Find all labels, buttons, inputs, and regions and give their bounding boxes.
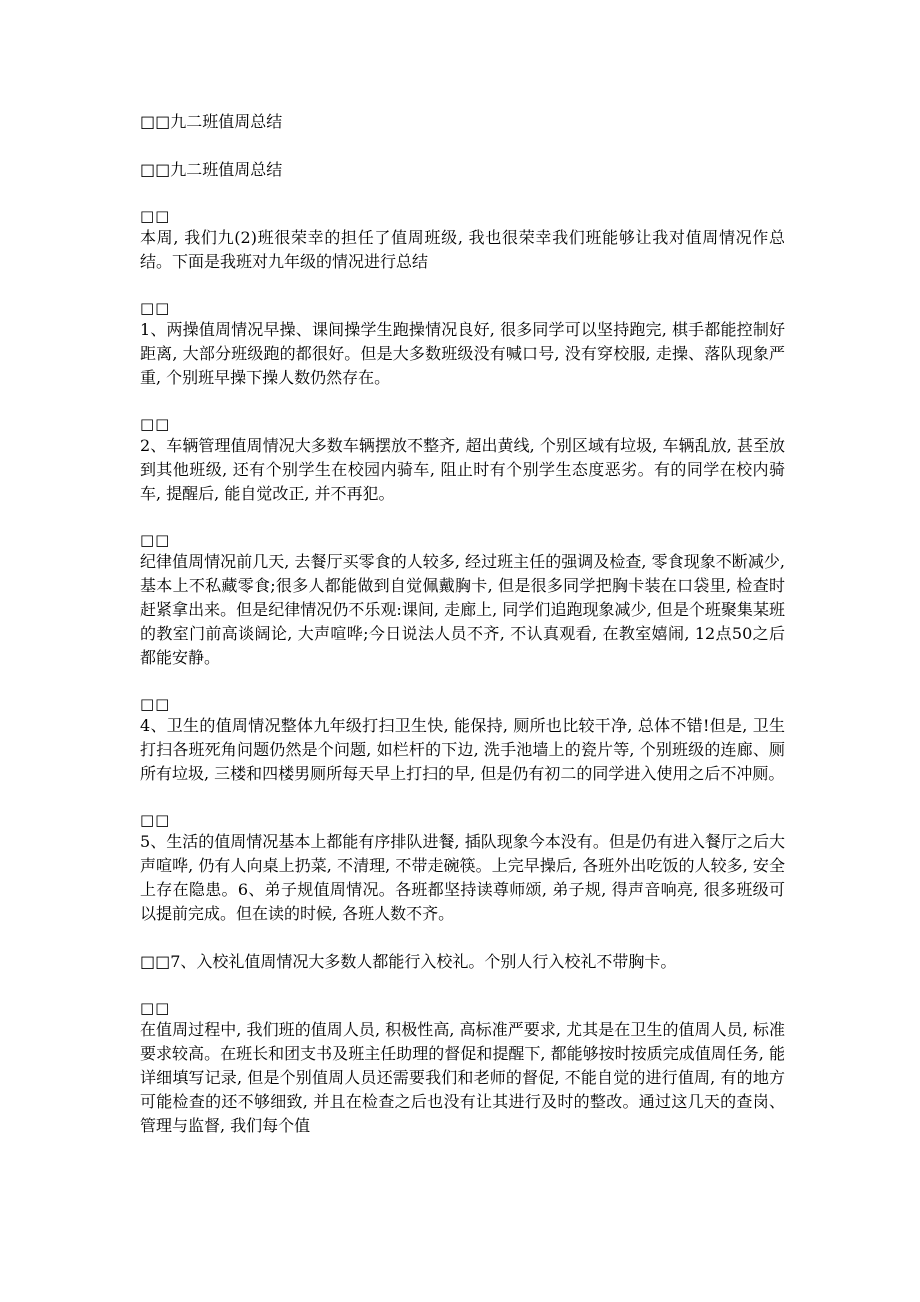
- paragraph-marker: □□: [140, 531, 171, 549]
- closing-paragraph: 在值周过程中, 我们班的值周人员, 积极性高, 高标准严要求, 尤其是在卫生的值周人员, 标准要求较高。在班长和团支书及班主任助理的督促和提醒下, 都能够按时按质完成值周任务, 能详细填写记录, 但是个别值周人员还需要我们和老师的督促, 不能自觉的进行值周, 有的地方可能检查的还不够细致, 并且在检查之后也没有让其进行及时的整改。通过这几天的查岗、管理与监督, 我们每个值: [140, 1020, 785, 1135]
- item-5-section: [140, 810, 785, 926]
- item-3-paragraph: 纪律值周情况前几天, 去餐厅买零食的人较多, 经过班主任的强调及检查, 零食现象不断减少, 基本上不私藏零食;很多人都能做到自觉佩戴胸卡, 但是很多同学把胸卡装在口袋里, 检查时赶紧拿出来。但是纪律情况仍不乐观:课间, 走廊上, 同学们追跑现象减少, 但是个班聚集某班的教室门前高谈阔论, 大声喧哗;今日说法人员不齐, 不认真观看, 在教室嬉闹, 12点50之后都能安静。: [140, 552, 785, 667]
- item-2-paragraph: 2、车辆管理值周情况大多数车辆摆放不整齐, 超出黄线, 个别区域有垃圾, 车辆乱放, 甚至放到其他班级, 还有个别学生在校园内骑车, 阻止时有个别学生态度恶劣。有的同学在校内骑车, 提醒后, 能自觉改正, 并不再犯。: [140, 436, 785, 503]
- item-4-paragraph: 4、卫生的值周情况整体九年级打扫卫生快, 能保持, 厕所也比较干净, 总体不错!但是, 卫生打扫各班死角问题仍然是个问题, 如栏杆的下边, 洗手池墙上的瓷片等, 个别班级的连廊、厕所有垃圾, 三楼和四楼男厕所每天早上打扫的早, 但是仍有初二的同学进入使用之后不冲厕。: [140, 716, 785, 783]
- item-5-paragraph: 5、生活的值周情况基本上都能有序排队进餐, 插队现象今本没有。但是仍有进入餐厅之后大声喧哗, 仍有人向桌上扔菜, 不清理, 不带走碗筷。上完早操后, 各班外出吃饭的人较多, 安全上存在隐患。6、弟子规值周情况。各班都坚持读尊师颂, 弟子规, 得声音响亮, 很多班级可以提前完成。但在读的时候, 各班人数不齐。: [140, 832, 785, 923]
- document-page: [140, 110, 785, 1162]
- paragraph-marker: □□: [140, 299, 171, 317]
- document-subtitle: □□九二班值周总结: [140, 160, 283, 179]
- intro-section: [140, 206, 785, 274]
- paragraph-marker: □□: [140, 999, 171, 1017]
- paragraph-marker: □□: [140, 695, 171, 713]
- item-1-section: [140, 298, 785, 390]
- paragraph-marker: □□: [140, 811, 171, 829]
- closing-section: [140, 998, 785, 1138]
- item-3-section: [140, 530, 785, 670]
- paragraph-marker: □□: [140, 415, 171, 433]
- item-1-paragraph: 1、两操值周情况早操、课间操学生跑操情况良好, 很多同学可以坚持跑完, 棋手都能控制好距离, 大部分班级跑的都很好。但是大多数班级没有喊口号, 没有穿校服, 走操、落队现象严重, 个别班早操下操人数仍然存在。: [140, 320, 785, 387]
- item-7-paragraph: □□7、入校礼值周情况大多数人都能行入校礼。个别人行入校礼不带胸卡。: [140, 952, 677, 971]
- item-2-section: [140, 414, 785, 506]
- document-title: □□九二班值周总结: [140, 112, 283, 131]
- intro-paragraph: 本周, 我们九(2)班很荣幸的担任了值周班级, 我也很荣幸我们班能够让我对值周情况作总结。下面是我班对九年级的情况进行总结: [140, 228, 785, 271]
- paragraph-marker: □□: [140, 207, 171, 225]
- item-4-section: [140, 694, 785, 786]
